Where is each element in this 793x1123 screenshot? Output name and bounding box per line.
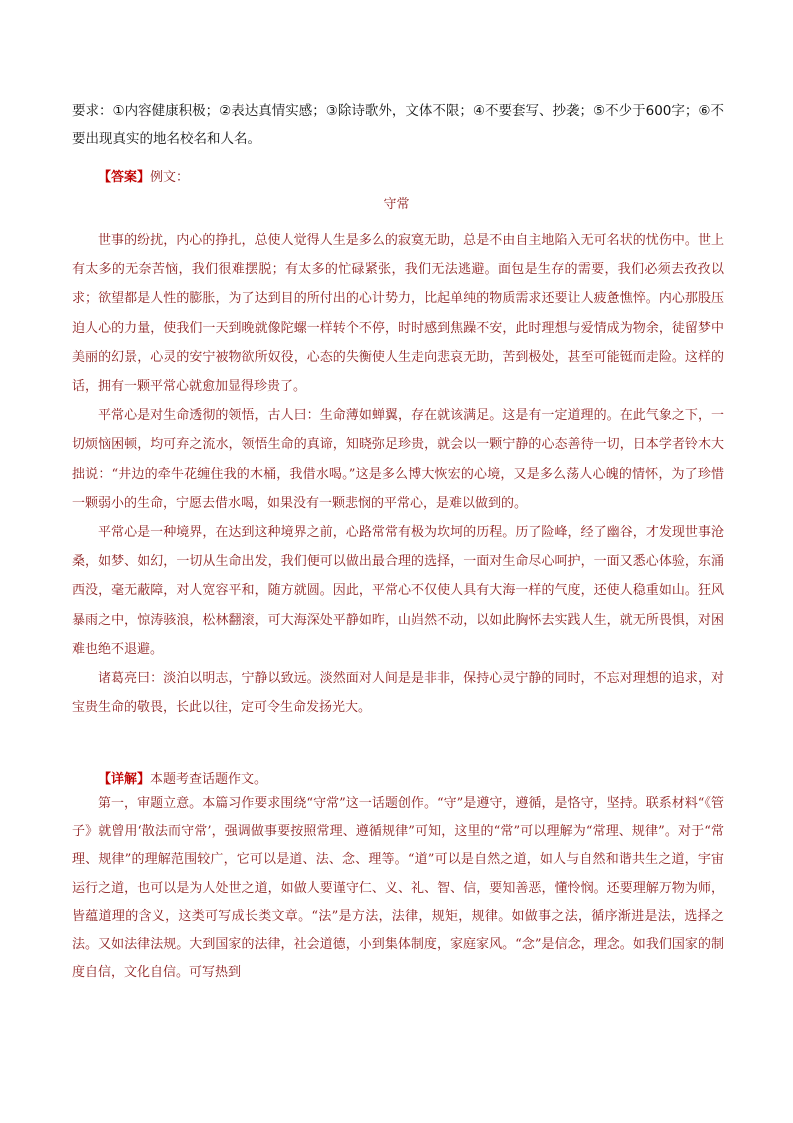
analysis-label: 【详解】 xyxy=(98,772,151,787)
answer-label: 【答案】 xyxy=(98,170,151,185)
requirements-text: 要求：①内容健康积极；②表达真情实感；③除诗歌外，文体不限；④不要套写、抄袭；⑤不少于600字；⑥不要出现真实的地名校名和人名。 xyxy=(72,103,724,147)
essay-paragraph-1: 世事的纷扰，内心的挣扎，总使人觉得人生是多么的寂寞无助，总是不由自主地陷入无可名状的忧伤中。世上有太多的无奈苦恼，我们很难摆脱；有太多的忙碌紧张，我们无法逃避。面包是生存的需要，我们必须去孜孜以求；欲望都是人性的膨胀，为了达到目的所付出的心计势力，比起单纯的物质需求还要让人疲惫憔悴。内心那股压迫人心的力量，使我们一天到晚就像陀螺一样转个不停，时时感到焦躁不安，此时理想与爱情成为物余，徒留梦中美丽的幻景，心灵的安宁被物欲所奴役，心态的失衡使人生走向悲哀无助，苦到极处，甚至可能铤而走险。这样的话，拥有一颗平常心就愈加显得珍贵了。 xyxy=(72,233,724,395)
essay-paragraph-3: 平常心是一种境界，在达到这种境界之前，心路常常有极为坎坷的历程。历了险峰，经了幽谷，才发现世事沧桑，如梦、如幻，一切从生命出发，我们便可以做出最合理的选择，一面对生命尽心呵护，一面又悉心体验，东涌西没，毫无蔽障，对人宽容平和，随方就圆。因此，平常心不仅使人具有大海一样的气度，还使人稳重如山。狂风暴雨之中，惊涛骇浪，松林翻滚，可大海深处平静如昨，山岿然不动，以如此胸怀去实践人生，就无所畏惧，对困难也绝不退避。 xyxy=(72,525,724,657)
answer-lead: 例文： xyxy=(150,170,190,185)
essay-paragraph-2: 平常心是对生命透彻的领悟，古人曰：生命薄如蝉翼，存在就该满足。这是有一定道理的。在此气象之下，一切烦恼困顿，均可弃之流水，领悟生命的真谛，知晓弥足珍贵，就会以一颗宁静的心态善待一切，日本学者铃木大拙说：“井边的牵牛花缠住我的木桶，我借水喝。”这是多么博大恢宏的心境，又是多么荡人心魄的情怀，为了珍惜一颗弱小的生命，宁愿去借水喝，如果没有一颗悲悯的平常心，是难以做到的。 xyxy=(72,408,724,511)
essay-paragraph-4: 诸葛亮曰：淡泊以明志，宁静以致远。淡然面对人间是是非非，保持心灵宁静的同时，不忘对理想的追求，对宝贵生命的敬畏，长此以往，定可令生命发扬光大。 xyxy=(72,671,724,716)
analysis-heading xyxy=(98,768,267,787)
analysis-lead: 本题考查话题作文。 xyxy=(150,772,268,787)
essay-title: 守常 xyxy=(383,197,410,212)
analysis-body: 第一，审题立意。本篇习作要求围绕“守常”这一话题创作。“守”是遵守，遵循，是恪守，坚持。联系材料“《管子》就曾用‘散法而守常’，强调做事要按照常理、遵循规律”可知，这里的“常”可以理解为“常理、规律”。对于“常理、规律”的理解范围较广，它可以是道、法、念、理等。“道”可以是自然之道，如人与自然和谐共生之道，宇宙运行之道，也可以是为人处世之道，如做人要谨守仁、义、礼、智、信，要知善恶，懂怜悯。还要理解万物为师，皆蕴道理的含义，这类可写成长类文章。“法”是方法，法律，规矩，规律。如做事之法，循序渐进是法，选择之法。又如法律法规。大到国家的法律，社会道德，小到集体制度，家庭家风。“念”是信念，理念。如我们国家的制度自信，文化自信。可写热到 xyxy=(72,796,724,981)
answer-heading xyxy=(98,166,189,185)
essay-body xyxy=(72,226,724,722)
